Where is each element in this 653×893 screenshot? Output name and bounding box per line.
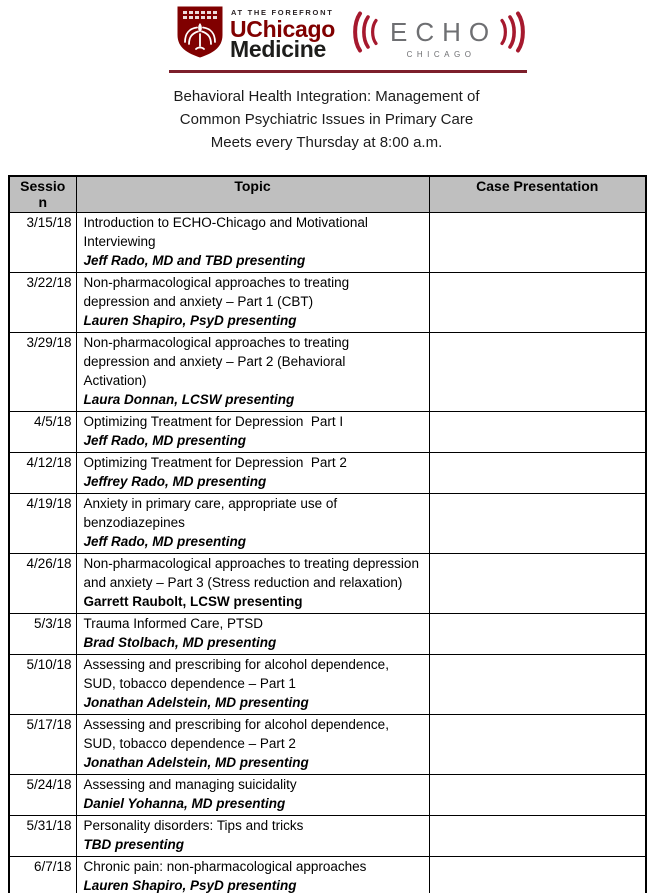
table-row <box>9 412 646 453</box>
session-date-cell: 5/31/18 <box>9 816 76 857</box>
echo-wordmark: ECHO <box>390 17 498 47</box>
topic-cell <box>76 614 429 655</box>
topic-line: Anxiety in primary care, appropriate use of <box>83 496 338 511</box>
echo-left-arcs-icon <box>351 11 383 53</box>
topic-cell <box>76 333 429 412</box>
case-presentation-cell <box>429 857 646 893</box>
topic-line: Personality disorders: Tips and tricks <box>83 818 304 833</box>
title-line-2: Common Psychiatric Issues in Primary Care <box>179 111 474 128</box>
presenter-line: Jonathan Adelstein, MD presenting <box>83 755 309 770</box>
table-row <box>9 554 646 614</box>
schedule-table-body <box>9 213 646 893</box>
topic-line: Interviewing <box>83 234 156 249</box>
echo-chicago-logo <box>351 11 527 59</box>
case-presentation-cell <box>429 655 646 715</box>
table-row <box>9 857 646 893</box>
case-presentation-column-header: Case Presentation <box>429 176 646 213</box>
presenter-line: Jeff Rado, MD presenting <box>83 534 247 549</box>
session-date-cell: 5/10/18 <box>9 655 76 715</box>
session-date-cell: 6/7/18 <box>9 857 76 893</box>
topic-cell <box>76 412 429 453</box>
session-column-header: Session <box>9 176 76 213</box>
topic-line: Non-pharmacological approaches to treating <box>83 335 350 350</box>
uchicago-shield-icon <box>177 6 223 58</box>
session-date-cell: 3/15/18 <box>9 213 76 273</box>
presenter-line: Daniel Yohanna, MD presenting <box>83 796 286 811</box>
medicine-wordmark: Medicine <box>230 36 327 62</box>
topic-cell <box>76 655 429 715</box>
topic-line: Trauma Informed Care, PTSD <box>83 616 264 631</box>
topic-line: depression and anxiety – Part 1 (CBT) <box>83 294 314 309</box>
echo-city-label: CHICAGO <box>406 50 476 59</box>
topic-cell <box>76 453 429 494</box>
page-title <box>0 85 653 154</box>
topic-line: Non-pharmacological approaches to treating <box>83 275 350 290</box>
topic-line: depression and anxiety – Part 2 (Behavioral <box>83 354 346 369</box>
case-presentation-cell <box>429 273 646 333</box>
case-presentation-cell <box>429 554 646 614</box>
table-row <box>9 453 646 494</box>
presenter-line: Laura Donnan, LCSW presenting <box>83 392 295 407</box>
title-line-3: Meets every Thursday at 8:00 a.m. <box>210 134 443 151</box>
case-presentation-cell <box>429 715 646 775</box>
presenter-line: Lauren Shapiro, PsyD presenting <box>83 313 297 328</box>
case-presentation-cell <box>429 494 646 554</box>
title-line-1: Behavioral Health Integration: Management of <box>173 88 480 105</box>
session-date-cell: 5/3/18 <box>9 614 76 655</box>
uchicago-medicine-logo <box>177 6 335 62</box>
topic-line: SUD, tobacco dependence – Part 2 <box>83 736 296 751</box>
schedule-table <box>8 175 647 893</box>
table-row <box>9 614 646 655</box>
topic-cell <box>76 273 429 333</box>
case-presentation-cell <box>429 453 646 494</box>
presenter-line: Garrett Raubolt, LCSW presenting <box>83 594 303 609</box>
topic-cell <box>76 715 429 775</box>
session-date-cell: 5/17/18 <box>9 715 76 775</box>
uchicago-tagline: AT THE FOREFRONT <box>231 8 334 17</box>
topic-line: Assessing and prescribing for alcohol dependence, <box>83 717 389 732</box>
topic-line: Assessing and prescribing for alcohol dependence, <box>83 657 389 672</box>
echo-right-arcs-icon <box>495 11 527 53</box>
presenter-line: Lauren Shapiro, PsyD presenting <box>83 878 297 893</box>
topic-cell <box>76 494 429 554</box>
presenter-line: Jeff Rado, MD presenting <box>83 433 247 448</box>
table-row <box>9 213 646 273</box>
table-header-row <box>9 176 646 213</box>
uchicago-wordmark: UChicago <box>230 16 335 42</box>
topic-line: Optimizing Treatment for Depression Part 2 <box>83 455 347 470</box>
table-row <box>9 816 646 857</box>
session-date-cell: 3/29/18 <box>9 333 76 412</box>
presenter-line: Jeff Rado, MD and TBD presenting <box>83 253 306 268</box>
topic-cell <box>76 816 429 857</box>
case-presentation-cell <box>429 816 646 857</box>
topic-line: Optimizing Treatment for Depression Part I <box>83 414 344 429</box>
table-row <box>9 775 646 816</box>
session-date-cell: 4/5/18 <box>9 412 76 453</box>
session-date-cell: 5/24/18 <box>9 775 76 816</box>
presenter-line: Brad Stolbach, MD presenting <box>83 635 277 650</box>
table-row <box>9 333 646 412</box>
table-row <box>9 273 646 333</box>
topic-line: Introduction to ECHO-Chicago and Motivational <box>83 215 368 230</box>
table-row <box>9 715 646 775</box>
session-date-cell: 3/22/18 <box>9 273 76 333</box>
topic-line: Non-pharmacological approaches to treating depression <box>83 556 419 571</box>
topic-column-header: Topic <box>76 176 429 213</box>
case-presentation-cell <box>429 775 646 816</box>
presenter-line: Jeffrey Rado, MD presenting <box>83 474 267 489</box>
topic-line: Chronic pain: non-pharmacological approaches <box>83 859 367 874</box>
session-date-cell: 4/26/18 <box>9 554 76 614</box>
table-row <box>9 655 646 715</box>
topic-line: SUD, tobacco dependence – Part 1 <box>83 676 296 691</box>
topic-cell <box>76 857 429 893</box>
brand-divider <box>169 70 527 73</box>
table-row <box>9 494 646 554</box>
session-date-cell: 4/19/18 <box>9 494 76 554</box>
session-date-cell: 4/12/18 <box>9 453 76 494</box>
presenter-line: TBD presenting <box>83 837 185 852</box>
case-presentation-cell <box>429 333 646 412</box>
topic-cell <box>76 554 429 614</box>
topic-cell <box>76 775 429 816</box>
case-presentation-cell <box>429 412 646 453</box>
topic-line: benzodiazepines <box>83 515 185 530</box>
presenter-line: Jonathan Adelstein, MD presenting <box>83 695 309 710</box>
case-presentation-cell <box>429 213 646 273</box>
topic-cell <box>76 213 429 273</box>
case-presentation-cell <box>429 614 646 655</box>
topic-line: Assessing and managing suicidality <box>83 777 297 792</box>
topic-line: and anxiety – Part 3 (Stress reduction and relaxation) <box>83 575 403 590</box>
topic-line: Activation) <box>83 373 147 388</box>
